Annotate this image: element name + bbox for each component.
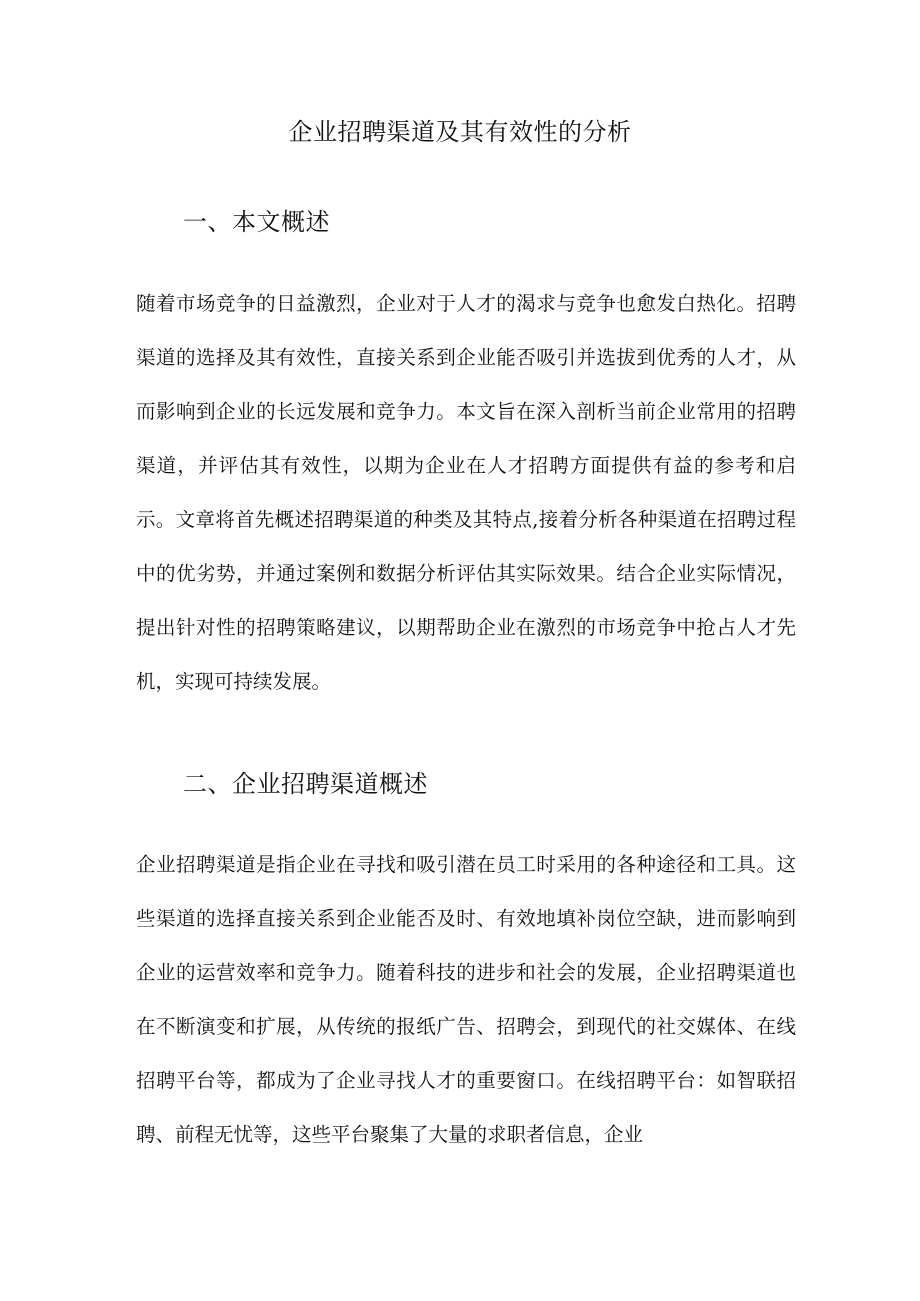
section-heading-channels: 二、企业招聘渠道概述: [183, 770, 428, 798]
document-title: 企业招聘渠道及其有效性的分析: [288, 118, 632, 146]
section-heading-overview: 一、本文概述: [183, 208, 330, 236]
section-paragraph-channels: 企业招聘渠道是指企业在寻找和吸引潜在员工时采用的各种途径和工具。这些渠道的选择直接关系到企业能否及时、有效地填补岗位空缺，进而影响到企业的运营效率和竞争力。随着科技的进步和社会的发展，企业招聘渠道也在不断演变和扩展，从传统的报纸广告、招聘会，到现代的社交媒体、在线招聘平台等，都成为了企业寻找人才的重要窗口。在线招聘平台：如智联招聘、前程无忧等，这些平台聚集了大量的求职者信息，企业: [136, 853, 796, 1146]
section-paragraph-overview: 随着市场竞争的日益激烈，企业对于人才的渴求与竞争也愈发白热化。招聘渠道的选择及其有效性，直接关系到企业能否吸引并选拔到优秀的人才，从而影响到企业的长远发展和竞争力。本文旨在深入剖析当前企业常用的招聘渠道，并评估其有效性，以期为企业在人才招聘方面提供有益的参考和启示。文章将首先概述招聘渠道的种类及其特点,接着分析各种渠道在招聘过程中的优劣势，并通过案例和数据分析评估其实际效果。结合企业实际情况，提出针对性的招聘策略建议，以期帮助企业在激烈的市场竞争中抢占人才先机，实现可持续发展。: [136, 292, 796, 693]
